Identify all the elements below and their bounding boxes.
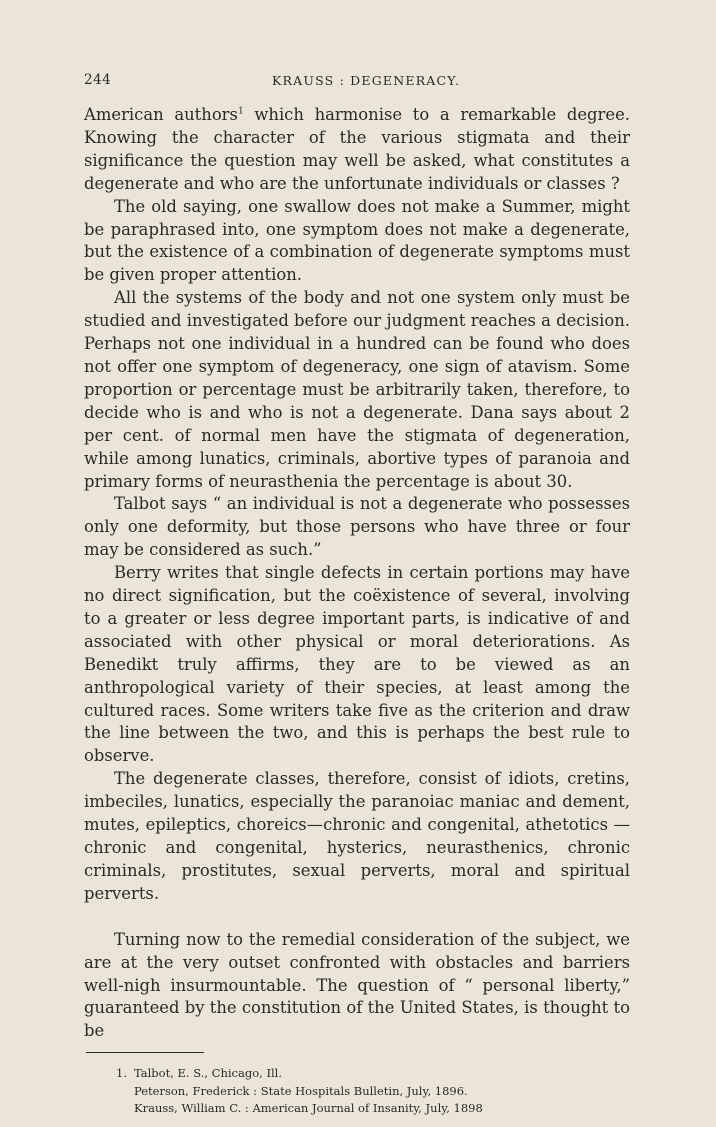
footnotes	[84, 1065, 630, 1118]
footnote-ref: 1	[237, 106, 244, 117]
paragraph-1-rest: which harmonise to a remarkable degree. Knowing the character of the various stigmata and their significance the question may well be asked, what constitutes a degenerate and who are the unfortunate individuals or classes ?	[84, 105, 630, 193]
paragraph-2: The old saying, one swallow does not make a Summer, might be paraphrased into, one symptom does not make a degenerate, but the existence of a combination of degenerate symptoms must be given proper attention.	[84, 196, 630, 285]
paragraph-4: Talbot says “ an individual is not a degenerate who possesses only one deformity, but those persons who have three or four may be considered as such.”	[84, 494, 630, 560]
paragraph-7: Turning now to the remedial consideration of the subject, we are at the very outset confronted with obstacles and barriers well-nigh insurmountable. The question of “ personal liberty,” guaranteed by the constitution of the United States, is thought to be	[84, 929, 630, 1041]
page-number: 244	[84, 72, 112, 88]
paragraph-1	[84, 104, 630, 196]
footnote-number: 1.	[116, 1066, 127, 1081]
footnote-line	[116, 1065, 630, 1083]
paragraph-1-start: American authors	[84, 105, 238, 124]
footnote-line: Peterson, Frederick : State Hospitals Bulletin, July, 1896.	[134, 1083, 468, 1098]
running-header	[84, 68, 630, 94]
paragraph-5: Berry writes that single defects in certain portions may have no direct signification, but the coëxistence of several, involving to a greater or less degree important parts, is indicative of and associated with other physical or moral deteriorations. As Benedikt truly affirms, they are to be viewed as an anthropological variety of their species, at least among the cultured races. Some writers take five as the criterion and draw the line between the two, and this is perhaps the best rule to observe.	[84, 563, 630, 766]
footnote-text: Talbot, E. S., Chicago, Ill.	[134, 1066, 283, 1081]
paragraph-3: All the systems of the body and not one system only must be studied and investigated before our judgment reaches a decision. Perhaps not one individual in a hundred can be found who does not offer one symptom of degeneracy, one sign of atavism. Some proportion or percentage must be arbitrarily taken, therefore, to decide who is and who is not a degenerate. Dana says about 2 per cent. of normal men have the stigmata of degeneration, while among lunatics, criminals, abortive types of paranoia and primary forms of neurasthenia the percentage is about 30.	[84, 288, 630, 491]
paragraph-6: The degenerate classes, therefore, consist of idiots, cretins, imbeciles, lunatics, especially the paranoiac maniac and dement, mutes, epileptics, choreics—chronic and congenital, athetotics — chronic and congenital, hysterics, neurasthenics, chronic criminals, prostitutes, sexual perverts, moral and spiritual perverts.	[84, 769, 630, 903]
body-text	[84, 104, 630, 1043]
footnote-divider	[86, 1052, 204, 1053]
footnote-line: Krauss, William C. : American Journal of Insanity, July, 1898	[134, 1101, 483, 1116]
running-title: KRAUSS : DEGENERACY.	[272, 73, 461, 88]
